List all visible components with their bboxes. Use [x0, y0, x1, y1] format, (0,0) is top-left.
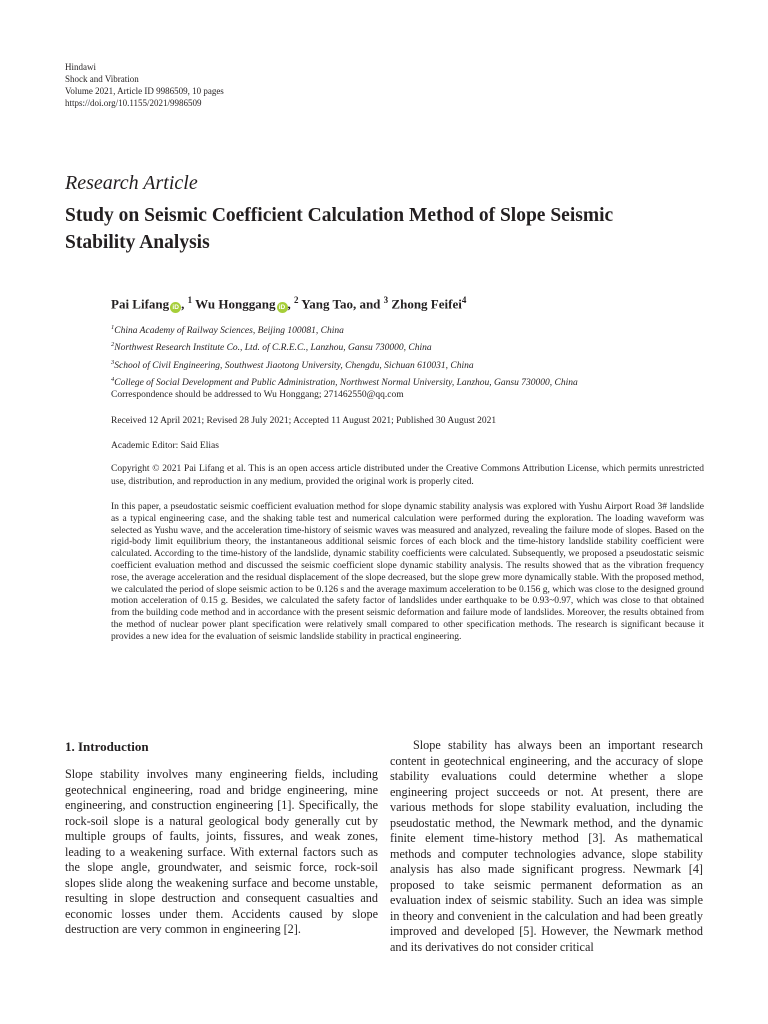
journal-name: Shock and Vibration	[65, 74, 139, 84]
correspondence-line: Correspondence should be addressed to Wu Honggang; 271462550@qq.com	[111, 390, 404, 400]
affiliation-mark: 1	[111, 324, 115, 331]
affiliation-mark: 2	[111, 341, 115, 349]
author-affiliation-mark: 4	[461, 295, 467, 305]
author-affiliation-mark: 2	[294, 295, 299, 305]
orcid-icon[interactable]: iD	[277, 302, 288, 313]
title-line-2: Stability Analysis	[65, 232, 210, 253]
volume-info: Volume 2021, Article ID 9986509, 10 pages	[65, 86, 224, 96]
publication-dates: Received 12 April 2021; Revised 28 July 2021; Accepted 11 August 2021; Published 30 August 2021	[111, 416, 497, 426]
affiliation-text: School of Civil Engineering, Southwest Jiaotong University, Chengdu, Sichuan 610031, China	[114, 361, 474, 372]
author-name[interactable]: Pai Lifang	[111, 296, 170, 312]
author-name[interactable]: Zhong Feifei	[391, 296, 462, 312]
body-column-left	[65, 767, 378, 938]
affiliation-text: Northwest Research Institute Co., Ltd. of C.R.E.C., Lanzhou, Gansu 730000, China	[114, 343, 432, 354]
author-separator: , and	[352, 296, 384, 312]
abstract-text: In this paper, a pseudostatic seismic coefficient evaluation method for slope dynamic stability analysis was explored with Yushu Airport Road 3# landslide as a typical engineering case, and the shaking table test and numerical calculation were performed during the exploration. The loading waveform was selected as Yushu wave, and the acceleration time-history of seismic waves was measured and analyzed, revealing the failure mode of slopes. Based on the rigid-body limit equilibrium theory, the instantaneous additional seismic forces of each block and the time-history landslide stability coefficient were calculated. According to the time-history of the landslide, dynamic stability coefficients were calculated. Subsequently, we proposed a pseudostatic seismic coefficient evaluation method and discussed the seismic coefficient slope dynamic stability analysis. The results showed that as the vibration frequency rose, the average acceleration and the residual displacement of the slope decreased, but the slope grew more dynamically stable. With the proposed method, we calculated the period of slope seismic action to be 0.126 s and the average maximum acceleration to be 0.156 g, which was close to the designed ground motion acceleration of 0.15 g. Besides, we calculated the safety factor of landslides under earthquake to be 0.93~0.97, which was close to that obtained from the building code method and in accordance with the present seismic deformation and failure mode of landslides. Moreover, the results obtained from the method of nuclear power plant specification were relatively small compared to other specification methods. The research is significant because it provides a new idea for the evaluation of seismic landslide stability in practical engineering.	[111, 502, 704, 642]
body-paragraph: Slope stability involves many engineering fields, including geotechnical engineering, road and bridge engineering, mine engineering, and construction engineering [1]. Specifically, the rock-soil slope is a natural geological body generally cut by multiple groups of faults, joints, fissures, and weak zones, leading to a weakening surface. With external factors such as the slope angle, groundwater, and seismic force, rock-soil slopes slide along the weakening surface and become unstable, resulting in slope destruction and consequent casualties and economic losses under them. Accidents caused by slope destruction are very common in engineering [2].	[65, 767, 378, 936]
author-name[interactable]: Wu Honggang	[195, 296, 276, 312]
author-affiliation-mark: 1	[187, 295, 193, 305]
author-name[interactable]: Yang Tao	[301, 296, 353, 312]
copyright-notice: Copyright © 2021 Pai Lifang et al. This is an open access article distributed under the Creative Commons Attribution License, which permits unrestricted use, distribution, and reproduction in any medium, provided the original work is properly cited.	[111, 464, 704, 487]
author-list	[111, 291, 466, 313]
affiliation-text: College of Social Development and Public Administration, Northwest Normal University, Lanzhou, Gansu 730000, China	[114, 378, 578, 389]
orcid-icon[interactable]: iD	[170, 302, 181, 313]
author-affiliation-mark: 3	[383, 295, 389, 305]
article-header	[65, 61, 224, 109]
affiliation-mark: 3	[111, 358, 115, 366]
title-line-1: Study on Seismic Coefficient Calculation Method of Slope Seismic	[65, 205, 614, 226]
article-type: Research Article	[65, 172, 198, 194]
affiliation-mark: 4	[111, 376, 115, 384]
doi-link[interactable]: https://doi.org/10.1155/2021/9986509	[65, 98, 202, 108]
affiliation-item	[111, 338, 578, 355]
author-separator: ,	[181, 296, 188, 312]
body-column-right	[390, 738, 703, 955]
academic-editor: Academic Editor: Said Elias	[111, 441, 219, 451]
affiliation-list	[111, 321, 578, 391]
publisher-name: Hindawi	[65, 62, 96, 72]
affiliation-text: China Academy of Railway Sciences, Beijing 100081, China	[114, 326, 344, 337]
article-title	[65, 202, 715, 256]
affiliation-item	[111, 356, 578, 373]
section-heading: 1. Introduction	[65, 739, 149, 754]
affiliation-item	[111, 321, 578, 338]
author-separator: ,	[287, 296, 294, 312]
body-paragraph: Slope stability has always been an important research content in geotechnical engineering, and the accuracy of slope stability evaluations could determine whether a slope engineering project succeeds or not. At present, there are various methods for slope stability evaluation, including the pseudostatic method, the Newmark method, and the dynamic finite element time-history method [3]. As mathematical methods and computer technologies advance, slope stability analysis has also made significant progress. Newmark [4] proposed to take seismic permanent deformation as an evaluation index of seismic stability. Such an idea was simple in theory and convenient in the calculation and had been greatly improved and developed [5]. However, the Newmark method and its derivatives do not consider critical	[390, 738, 703, 954]
